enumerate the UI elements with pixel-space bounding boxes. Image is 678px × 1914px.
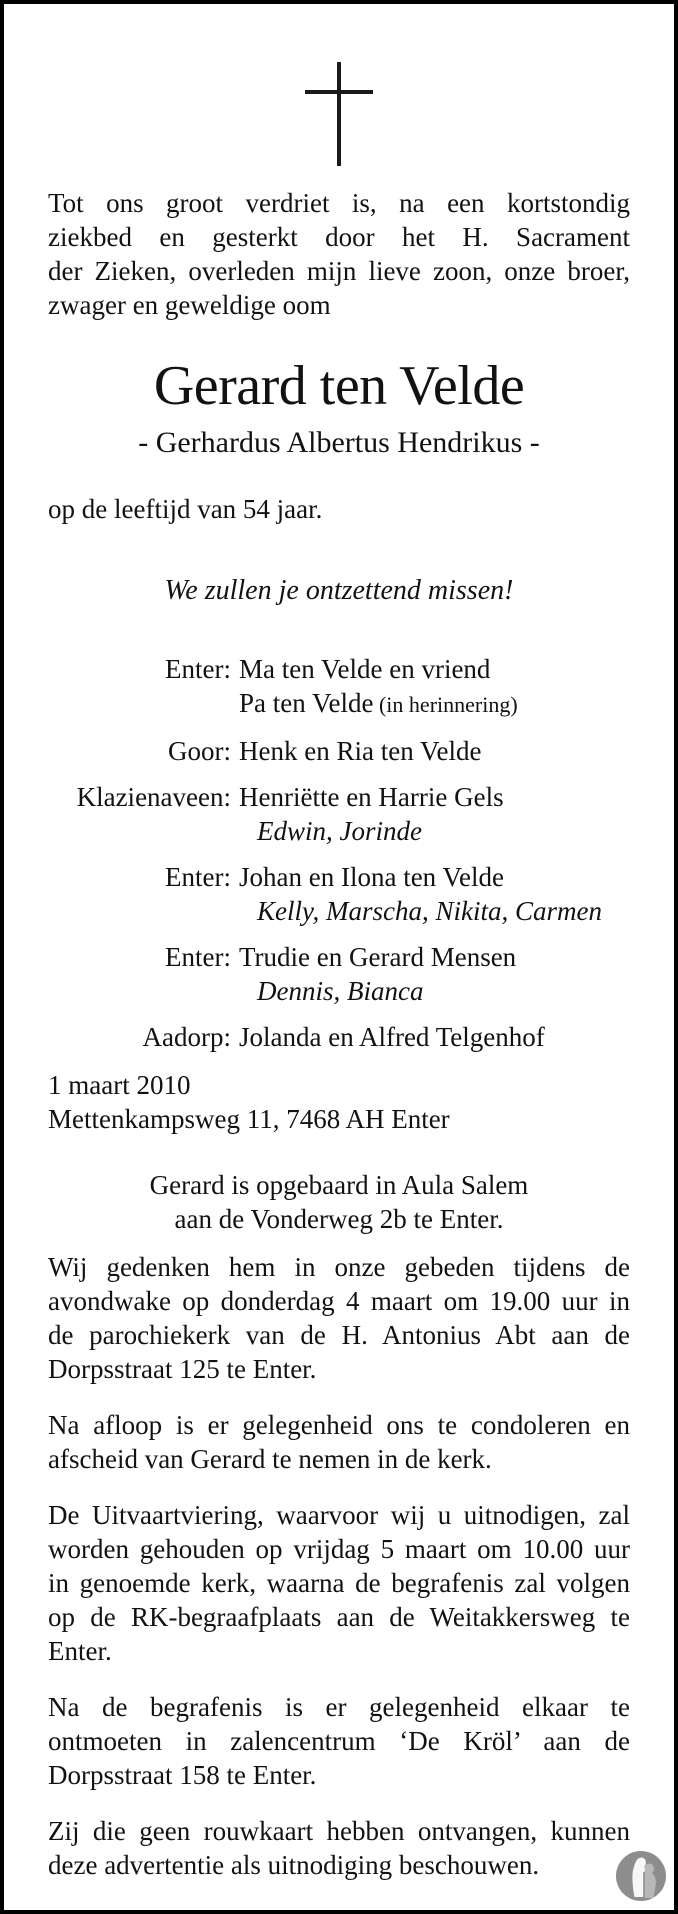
text-line: Enter. [48,1636,112,1666]
place-label [48,894,231,928]
place-label: Klazienaveen: [76,782,231,812]
family-names: Henriëtte en Harrie Gels [239,782,504,812]
text-line: De Uitvaartviering, waarvoor wij u uitnodigen, zal [48,1500,630,1530]
memoriam-note: (in herinnering) [373,692,518,717]
paragraph-uitvaartviering [48,1498,630,1668]
announcement-paragraphs [48,1250,630,1882]
family-row [48,734,630,768]
family-names: Jolanda en Alfred Telgenhof [239,1022,545,1052]
family-list [48,652,630,1054]
repose-block [48,1168,630,1236]
text-line: worden gehouden op vrijdag 5 maart om 10.00 uur [48,1534,630,1564]
tribute-line: We zullen je ontzettend missen! [164,575,514,606]
place-label: Aadorp: [142,1022,231,1052]
family-row [48,780,630,814]
deceased-name: Gerard ten Velde [153,355,525,417]
place-label [48,974,231,1008]
family-row [48,1020,630,1054]
cross-section [4,4,674,170]
date-line: 1 maart 2010 [48,1070,191,1100]
family-names: Ma ten Velde en vriend [239,654,491,684]
place-label [48,686,231,722]
text-line: afscheid van Gerard te nemen in de kerk. [48,1444,492,1474]
text-line: Wij gedenken hem in onze gebeden tijdens de [48,1252,630,1282]
family-names: Johan en Ilona ten Velde [239,862,504,892]
text-line: Gerard is opgebaard in Aula Salem [149,1170,529,1200]
family-row [48,652,630,686]
family-row [48,940,630,974]
text-line: Na afloop is er gelegenheid ons te condoleren en [48,1410,630,1440]
place-label: Goor: [168,736,231,766]
family-names: Pa ten Velde (in herinnering) [239,688,518,718]
place-label: Enter: [165,654,231,684]
paragraph-samenkomst [48,1690,630,1792]
date-address-block [48,1068,630,1136]
text-line: zwager en geweldige oom [48,290,331,320]
text-line: Na de begrafenis is er gelegenheid elkaar te [48,1692,630,1722]
paragraph-avondwake [48,1250,630,1386]
text-line: op de RK-begraafplaats aan de Weitakkersweg te [48,1602,630,1632]
text-line: Dorpsstraat 125 te Enter. [48,1354,317,1384]
family-names: Trudie en Gerard Mensen [239,942,517,972]
funeral-home-logo-icon [615,1850,667,1902]
family-row [48,814,630,848]
notice-content [4,186,674,1882]
family-names: Edwin, Jorinde [257,816,422,846]
family-row [48,686,630,722]
text-line: avondwake op donderdag 4 maart om 19.00 uur in [48,1286,630,1316]
text-line: Dorpsstraat 158 te Enter. [48,1760,317,1790]
cross-icon [303,60,375,168]
deceased-formal-name: - Gerhardus Albertus Hendrikus - [138,426,540,459]
paragraph-condoleance [48,1408,630,1476]
family-names: Kelly, Marscha, Nikita, Carmen [257,896,602,926]
text-line: de parochiekerk van de H. Antonius Abt aan de [48,1320,630,1350]
text-line: aan de Vonderweg 2b te Enter. [174,1204,504,1234]
text-line: Tot ons groot verdriet is, na een kortstondig [48,188,630,218]
place-label [48,814,231,848]
text-line: Zij die geen rouwkaart hebben ontvangen, kunnen [48,1816,630,1846]
paragraph-uitnodiging [48,1814,630,1882]
family-row [48,860,630,894]
age-line: op de leeftijd van 54 jaar. [48,494,323,524]
family-names: Henk en Ria ten Velde [239,736,482,766]
text-line: der Zieken, overleden mijn lieve zoon, onze broer, [48,256,630,286]
text-line: deze advertentie als uitnodiging beschouwen. [48,1850,540,1880]
place-label: Enter: [165,942,231,972]
family-names: Dennis, Bianca [257,976,424,1006]
family-row [48,894,630,928]
text-line: ontmoeten in zalencentrum ‘De Kröl’ aan de [48,1726,630,1756]
place-label: Enter: [165,862,231,892]
intro-paragraph [48,186,630,322]
address-line: Mettenkampsweg 11, 7468 AH Enter [48,1104,450,1134]
text-line: in genoemde kerk, waarna de begrafenis zal volgen [48,1568,630,1598]
family-row [48,974,630,1008]
text-line: ziekbed en gesterkt door het H. Sacrament [48,222,630,252]
